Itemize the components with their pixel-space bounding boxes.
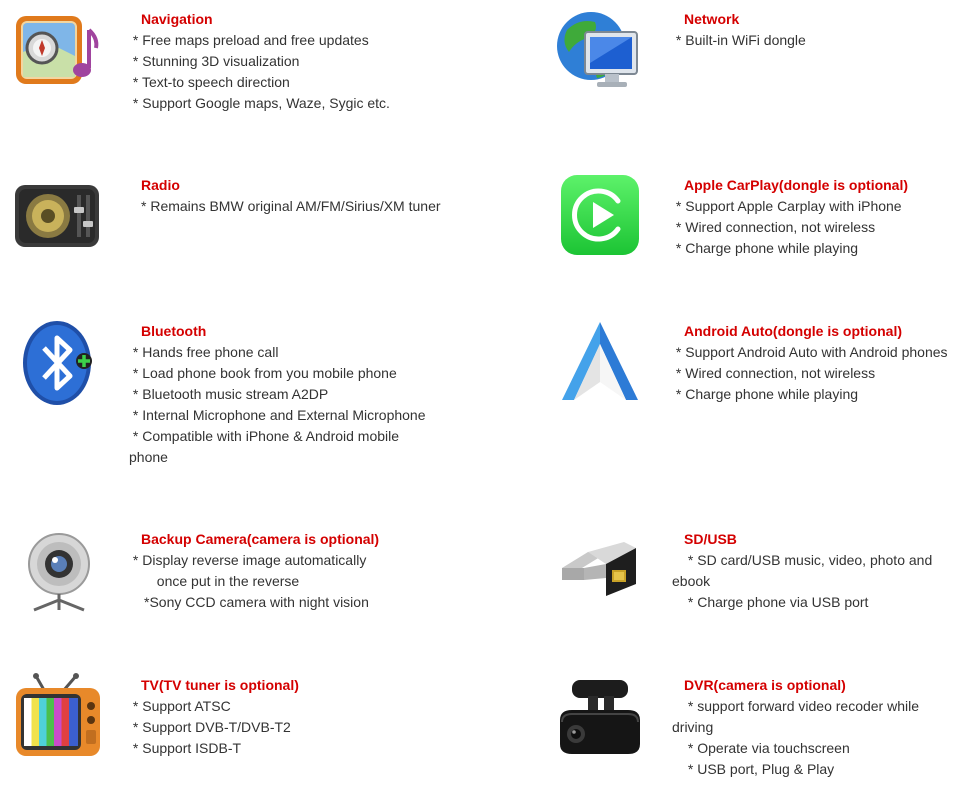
feature-dvr [672, 675, 919, 780]
feature-line: * Display reverse image automatically [129, 552, 367, 568]
feature-line: phone [129, 449, 168, 465]
feature-line: * Support Google maps, Waze, Sygic etc. [129, 95, 390, 111]
feature-sd-usb [672, 529, 932, 613]
webcam-icon [22, 530, 96, 612]
feature-radio [129, 175, 441, 217]
feature-line: * Support ISDB-T [129, 740, 242, 756]
feature-navigation [129, 9, 390, 114]
feature-line: *Sony CCD camera with night vision [144, 594, 369, 610]
feature-title: Apple CarPlay(dongle is optional) [684, 177, 909, 193]
feature-title: SD/USB [684, 531, 737, 547]
feature-title: TV(TV tuner is optional) [141, 677, 299, 693]
feature-line: * support forward video recoder while [684, 698, 920, 714]
feature-line: * Internal Microphone and External Microphone [129, 407, 426, 423]
feature-line: * Support Android Auto with Android phones [672, 344, 948, 360]
feature-line: * Support ATSC [129, 698, 231, 714]
feature-line: * USB port, Plug & Play [684, 761, 835, 777]
feature-line: * Charge phone while playing [672, 240, 859, 256]
feature-network [672, 9, 806, 51]
tv-icon [14, 672, 102, 760]
feature-tv [129, 675, 299, 759]
feature-title: DVR(camera is optional) [684, 677, 846, 693]
feature-line: ebook [672, 573, 711, 589]
feature-title: Network [684, 11, 740, 27]
feature-line: * Support DVB-T/DVB-T2 [129, 719, 291, 735]
feature-line: * Operate via touchscreen [684, 740, 850, 756]
feature-line: * Charge phone while playing [672, 386, 859, 402]
feature-title: Navigation [141, 11, 213, 27]
feature-line: once put in the reverse [149, 573, 300, 589]
feature-title: Android Auto(dongle is optional) [684, 323, 902, 339]
feature-title: Bluetooth [141, 323, 207, 339]
feature-line: * Hands free phone call [129, 344, 279, 360]
network-globe-icon [555, 8, 645, 94]
navigation-icon [12, 12, 102, 90]
feature-line: * SD card/USB music, video, photo and [684, 552, 933, 568]
feature-line: * Load phone book from you mobile phone [129, 365, 397, 381]
android-auto-icon [560, 320, 640, 402]
feature-line: * Built-in WiFi dongle [672, 32, 806, 48]
feature-line: driving [672, 719, 714, 735]
feature-title: Radio [141, 177, 180, 193]
feature-line: * Charge phone via USB port [684, 594, 869, 610]
feature-backup-camera [129, 529, 379, 613]
feature-line: * Compatible with iPhone & Android mobile [129, 428, 400, 444]
feature-line: * Support Apple Carplay with iPhone [672, 198, 902, 214]
feature-line: * Free maps preload and free updates [129, 32, 369, 48]
feature-bluetooth [129, 321, 426, 468]
usb-sd-card-icon [558, 538, 642, 604]
feature-line: * Text-to speech direction [129, 74, 290, 90]
feature-line: * Wired connection, not wireless [672, 219, 876, 235]
feature-android-auto [672, 321, 948, 405]
feature-line: * Remains BMW original AM/FM/Sirius/XM tuner [141, 198, 441, 214]
carplay-icon [561, 174, 639, 256]
radio-speaker-icon [14, 183, 100, 249]
feature-apple-carplay [672, 175, 908, 259]
feature-line: * Wired connection, not wireless [672, 365, 876, 381]
bluetooth-icon [20, 318, 100, 408]
feature-title: Backup Camera(camera is optional) [141, 531, 380, 547]
dvr-dashcam-icon [556, 678, 644, 758]
feature-line: * Bluetooth music stream A2DP [129, 386, 329, 402]
feature-line: * Stunning 3D visualization [129, 53, 300, 69]
